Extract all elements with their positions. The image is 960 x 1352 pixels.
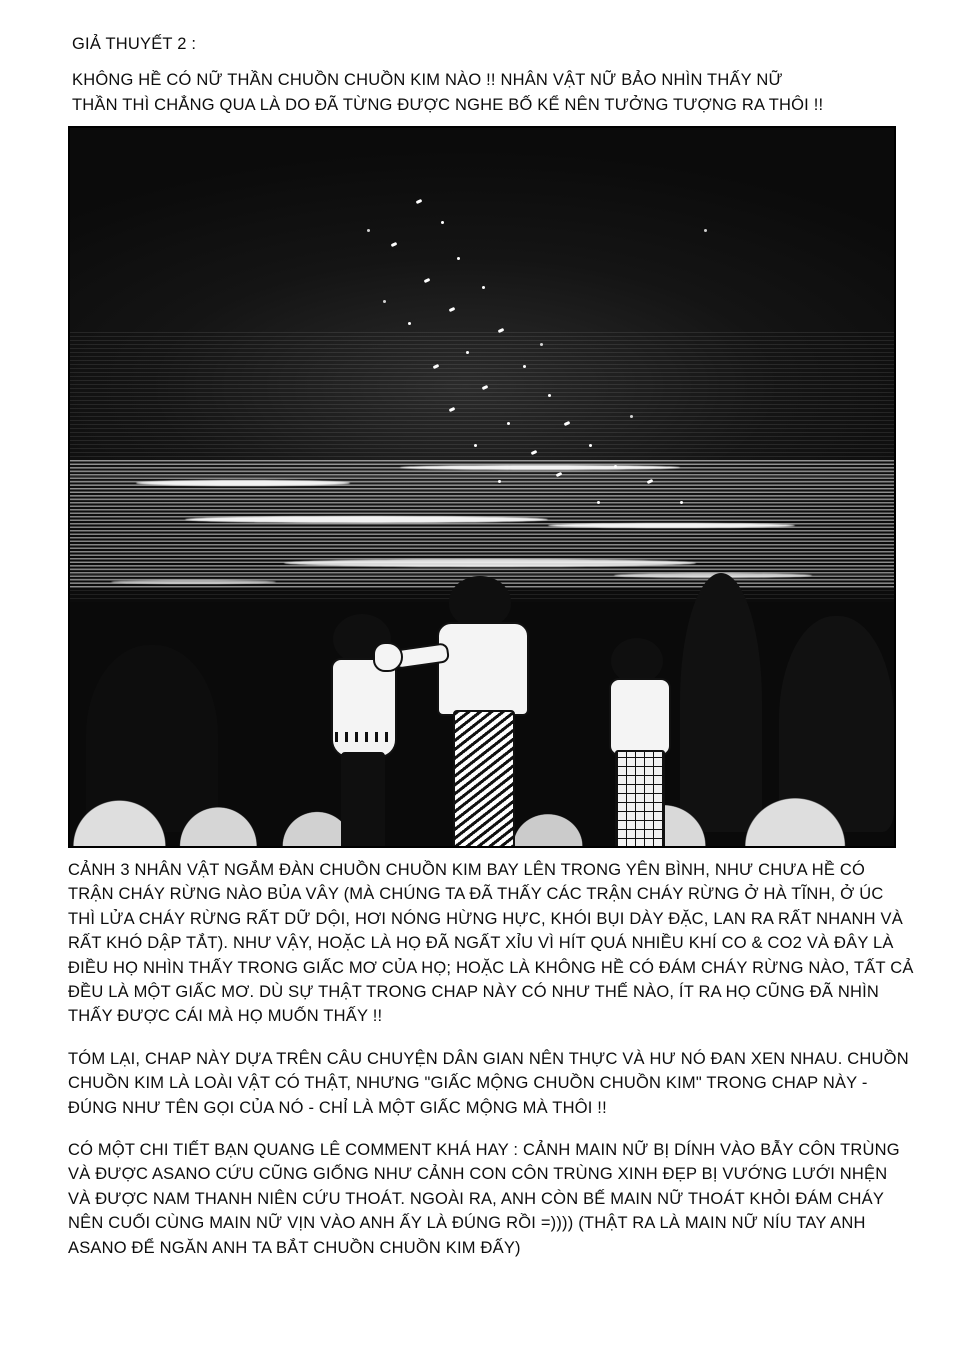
hypothesis-title: GIẢ THUYẾT 2 : — [72, 35, 197, 53]
paragraph-1: CẢNH 3 NHÂN VẬT NGẮM ĐÀN CHUỒN CHUỒN KIM BAY LÊN TRONG YÊN BÌNH, NHƯ CHƯA HỀ CÓ TRẬN CHÁY RỪNG NÀO BỦA VÂY (MÀ CHÚNG TA ĐÃ THẤY CÁC TRẬN CHÁY RỪNG Ở HÀ TĨNH, Ở ÚC THÌ LỬA CHÁY RỪNG RẤT DỮ DỘI, HƠI NÓNG HỪNG HỰC, KHÓI BỤI DÀY ĐẶC, LAN RA RẤT NHANH VÀ RẤT KHÓ DẬP TẮT). NHƯ VẬY, HOẶC LÀ HỌ ĐÃ NGẤT XỈU VÌ HÍT QUÁ NHIỀU KHÍ CO & CO2 VÀ ĐÂY LÀ ĐIỀU HỌ NHÌN THẤY TRONG GIẤC MƠ CỦA HỌ; HOẶC LÀ KHÔNG HỀ CÓ ĐÁM CHÁY RỪNG NÀO, TẤT CẢ ĐỀU LÀ MỘT GIẤC MƠ. DÙ SỰ THẬT TRONG CHAP NÀY CÓ NHƯ THẾ NÀO, ÍT RA HỌ CŨNG ĐÃ NHÌN THẤY ĐƯỢC CÁI MÀ HỌ MUỐN THẤY !! — [68, 861, 914, 1026]
girl-dress-trim — [335, 732, 389, 742]
girl-legs — [341, 752, 385, 848]
paragraph-2: TÓM LẠI, CHAP NÀY DỰA TRÊN CÂU CHUYỆN DÂN GIAN NÊN THỰC VÀ HƯ NÓ ĐAN XEN NHAU. CHUỒN CHUỒN KIM LÀ LOÀI VẬT CÓ THẬT, NHƯNG "GIẤC MỘNG CHUỒN CHUỒN KIM" TRONG CHAP NÀY - ĐÚNG NHƯ TÊN GỌI CỦA NÓ - CHỈ LÀ MỘT GIẤC MỘNG MÀ THÔI !! — [68, 1049, 909, 1117]
father-head — [449, 576, 511, 628]
boy-shirt — [609, 678, 671, 756]
boy-trousers — [615, 750, 665, 848]
father-shirt — [437, 622, 529, 716]
comic-panel — [68, 126, 896, 848]
hypothesis-line-1: KHÔNG HỀ CÓ NỮ THẦN CHUỒN CHUỒN KIM NÀO !! NHÂN VẬT NỮ BẢO NHÌN THẤY NỮ — [72, 71, 783, 90]
hypothesis-line-2: THẦN THÌ CHẲNG QUA LÀ DO ĐÃ TỪNG ĐƯỢC NGHE BỐ KỂ NÊN TƯỞNG TƯỢNG RA THÔI !! — [72, 95, 824, 114]
paragraph-3: CÓ MỘT CHI TIẾT BẠN QUANG LÊ COMMENT KHÁ HAY : CẢNH MAIN NỮ BỊ DÍNH VÀO BẪY CÔN TRÙNG VÀ ĐƯỢC ASANO CỨU CŨNG GIỐNG NHƯ CẢNH CON CÔN TRÙNG XINH ĐẸP BỊ VƯỚNG LƯỚI NHỆN VÀ ĐƯỢC NAM THANH NIÊN CỨU THOÁT. NGOÀI RA, ANH CÒN BẾ MAIN NỮ THOÁT KHỎI ĐÁM CHÁY NÊN CUỐI CÙNG MAIN NỮ VỊN VÀO ANH ẤY LÀ ĐÚNG RỒI =)))) (THẬT RA LÀ MAIN NỮ NÍU TAY ANH ASANO ĐỂ NGĂN ANH TA BẮT CHUỒN CHUỒN KIM ĐẤY) — [68, 1141, 900, 1257]
girl-dress — [331, 658, 397, 758]
heading-block — [72, 32, 912, 117]
figure-boy — [597, 638, 689, 846]
father-trousers — [453, 710, 515, 848]
body-text — [68, 858, 914, 1260]
figure-father — [417, 576, 547, 846]
father-hand — [373, 642, 403, 672]
